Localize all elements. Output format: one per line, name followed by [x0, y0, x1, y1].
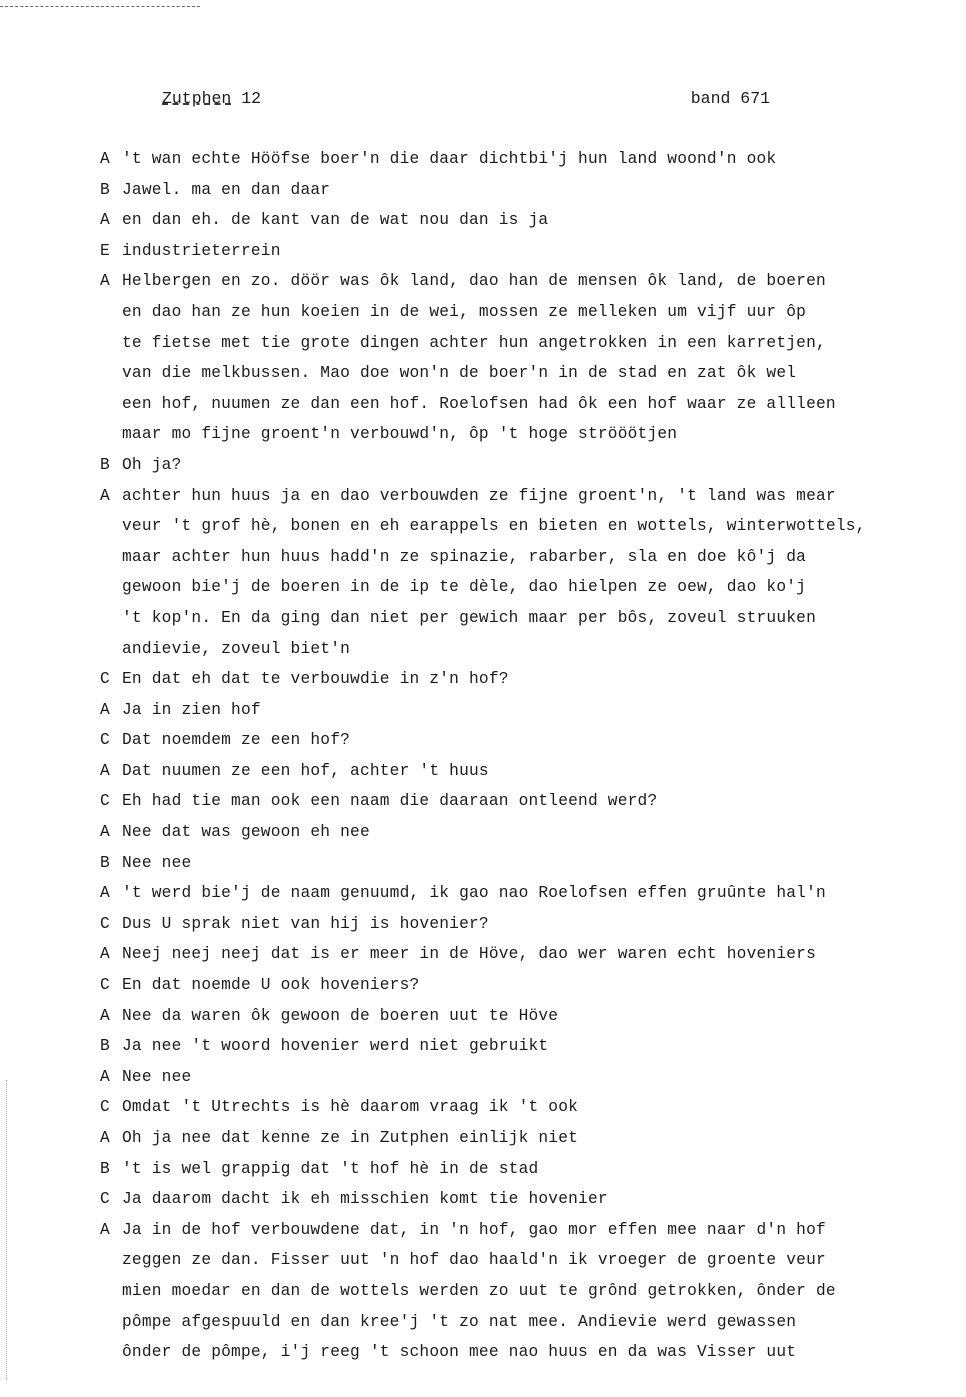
- transcript-line: [100, 328, 930, 359]
- line-text: Oh ja?: [122, 455, 182, 474]
- transcript-line: [100, 175, 930, 206]
- speaker-label: E: [100, 241, 110, 260]
- transcript-line: [100, 1215, 930, 1246]
- line-text: Oh ja nee dat kenne ze in Zutphen einlijk niet: [122, 1129, 579, 1147]
- transcript-line: [100, 542, 930, 573]
- speaker-label: A: [100, 1220, 110, 1239]
- transcript-line: [100, 236, 930, 267]
- transcript-line: [100, 1001, 930, 1032]
- line-text: maar achter hun huus hadd'n ze spinazie, rabarber, sla en doe kô'j da: [122, 547, 807, 566]
- speaker-label: B: [100, 1037, 110, 1056]
- header-place: [162, 84, 261, 114]
- transcript-line: [100, 511, 930, 542]
- line-text: 't werd bie'j de naam genuumd, ik gao nao Roelofsen effen gruûnte hal'n: [122, 884, 826, 903]
- transcript-line: [100, 909, 930, 940]
- transcript-line: [100, 297, 930, 328]
- line-text: maar mo fijne groent'n verbouwd'n, ôp 't hoge strööötjen: [122, 425, 678, 444]
- speaker-label: A: [100, 150, 110, 168]
- transcript-line: [100, 634, 930, 665]
- speaker-label: A: [100, 1006, 110, 1025]
- speaker-label: C: [100, 670, 110, 689]
- speaker-label: C: [100, 1098, 110, 1117]
- speaker-label: A: [100, 486, 110, 505]
- transcript-line: [100, 1337, 930, 1368]
- transcript-line: [100, 1276, 930, 1307]
- line-text: van die melkbussen. Mao doe won'n de boer'n in de stad en zat ôk wel: [122, 364, 797, 383]
- line-text: En dat noemde U ook hoveniers?: [122, 976, 420, 995]
- transcript-line: [100, 756, 930, 787]
- speaker-label: B: [100, 1159, 110, 1178]
- line-text: Dus U sprak niet van hij is hovenier?: [122, 914, 489, 933]
- line-text: ônder de pômpe, i'j reeg 't schoon mee nao huus en da was Visser uut: [122, 1343, 797, 1362]
- line-text: achter hun huus ja en dao verbouwden ze fijne groent'n, 't land was mear: [122, 486, 836, 505]
- transcript-line: [100, 358, 930, 389]
- transcript-line: [100, 786, 930, 817]
- speaker-label: A: [100, 1067, 110, 1086]
- transcript-line: [100, 725, 930, 756]
- transcript-line: [100, 1154, 930, 1185]
- transcript-line: [100, 144, 930, 175]
- transcript-line: [100, 603, 930, 634]
- line-text: gewoon bie'j de boeren in de ip te dèle, dao hielpen ze oew, dao ko'j: [122, 578, 807, 597]
- speaker-label: B: [100, 853, 110, 872]
- transcript-line: [100, 970, 930, 1001]
- line-text: Omdat 't Utrechts is hè daarom vraag ik 't ook: [122, 1098, 579, 1117]
- speaker-label: A: [100, 1129, 110, 1147]
- speaker-label: A: [100, 272, 110, 291]
- line-text: En dat eh dat te verbouwdie in z'n hof?: [122, 670, 509, 689]
- line-text: Eh had tie man ook een naam die daaraan ontleend werd?: [122, 792, 658, 811]
- speaker-label: B: [100, 455, 110, 474]
- speaker-label: C: [100, 914, 110, 933]
- line-text: veur 't grof hè, bonen en eh earappels en bieten en wottels, winterwottels,: [122, 517, 866, 536]
- transcript-line: [100, 664, 930, 695]
- transcript-line: [100, 1092, 930, 1123]
- line-text: Ja in de hof verbouwdene dat, in 'n hof, gao mor effen mee naar d'n hof: [122, 1220, 826, 1239]
- line-text: Nee dat was gewoon eh nee: [122, 823, 370, 842]
- line-text: een hof, nuumen ze dan een hof. Roelofsen had ôk een hof waar ze allleen: [122, 394, 836, 413]
- place-name: Zutphen: [162, 89, 232, 108]
- transcript-line: [100, 878, 930, 909]
- speaker-label: C: [100, 976, 110, 995]
- speaker-label: C: [100, 1190, 110, 1209]
- transcript-line: [100, 1062, 930, 1093]
- line-text: 't wan echte Hööfse boer'n die daar dichtbi'j hun land woond'n ook: [122, 150, 777, 168]
- place-number: 12: [241, 89, 262, 108]
- line-text: mien moedar en dan de wottels werden zo uut te grônd getrokken, ônder de: [122, 1281, 836, 1300]
- top-scan-rule: [0, 6, 200, 7]
- line-text: Ja daarom dacht ik eh misschien komt tie hovenier: [122, 1190, 608, 1209]
- line-text: 't kop'n. En da ging dan niet per gewich maar per bôs, zoveul struuken: [122, 608, 816, 627]
- speaker-label: A: [100, 211, 110, 230]
- speaker-label: A: [100, 823, 110, 842]
- line-text: andievie, zoveul biet'n: [122, 639, 351, 658]
- transcript-line: [100, 1184, 930, 1215]
- transcript-line: [100, 1307, 930, 1338]
- line-text: Nee da waren ôk gewoon de boeren uut te Höve: [122, 1006, 559, 1025]
- transcript-line: [100, 389, 930, 420]
- transcript-line: [100, 1031, 930, 1062]
- line-text: Ja nee 't woord hovenier werd niet gebruikt: [122, 1037, 549, 1056]
- line-text: pômpe afgespuuld en dan kree'j 't zo nat mee. Andievie werd gewassen: [122, 1312, 797, 1331]
- speaker-label: A: [100, 761, 110, 780]
- speaker-label: B: [100, 180, 110, 199]
- speaker-label: A: [100, 700, 110, 719]
- transcript-line: [100, 450, 930, 481]
- transcript-line: [100, 695, 930, 726]
- speaker-label: C: [100, 792, 110, 811]
- line-text: Jawel. ma en dan daar: [122, 180, 331, 199]
- line-text: en dan eh. de kant van de wat nou dan is ja: [122, 211, 549, 230]
- transcript-line: [100, 205, 930, 236]
- transcript-line: [100, 266, 930, 297]
- line-text: Dat nuumen ze een hof, achter 't huus: [122, 761, 489, 780]
- line-text: Helbergen en zo. döör was ôk land, dao han de mensen ôk land, de boeren: [122, 272, 826, 291]
- line-text: te fietse met tie grote dingen achter hun angetrokken in een karretjen,: [122, 333, 826, 352]
- header-band: band 671: [690, 89, 770, 108]
- transcript-line: [100, 572, 930, 603]
- line-text: industrieterrein: [122, 241, 281, 260]
- margin-scan-dots: [6, 1080, 9, 1380]
- line-text: Nee nee: [122, 853, 192, 872]
- line-text: Neej neej neej dat is er meer in de Höve, dao wer waren echt hoveniers: [122, 945, 816, 964]
- transcript-line: [100, 1123, 930, 1154]
- transcript-line: [100, 939, 930, 970]
- page-header: [162, 84, 770, 114]
- line-text: en dao han ze hun koeien in de wei, mossen ze melleken um vijf uur ôp: [122, 302, 807, 321]
- transcript-line: [100, 481, 930, 512]
- transcript-line: [100, 1245, 930, 1276]
- speaker-label: A: [100, 884, 110, 903]
- line-text: Ja in zien hof: [122, 700, 261, 719]
- speaker-label: C: [100, 731, 110, 750]
- speaker-label: A: [100, 945, 110, 964]
- line-text: zeggen ze dan. Fisser uut 'n hof dao haald'n ik vroeger de groente veur: [122, 1251, 826, 1270]
- transcript-line: [100, 817, 930, 848]
- line-text: Dat noemdem ze een hof?: [122, 731, 351, 750]
- transcript: [100, 144, 930, 1368]
- line-text: 't is wel grappig dat 't hof hè in de stad: [122, 1159, 539, 1178]
- transcript-line: [100, 848, 930, 879]
- line-text: Nee nee: [122, 1067, 192, 1086]
- transcript-line: [100, 419, 930, 450]
